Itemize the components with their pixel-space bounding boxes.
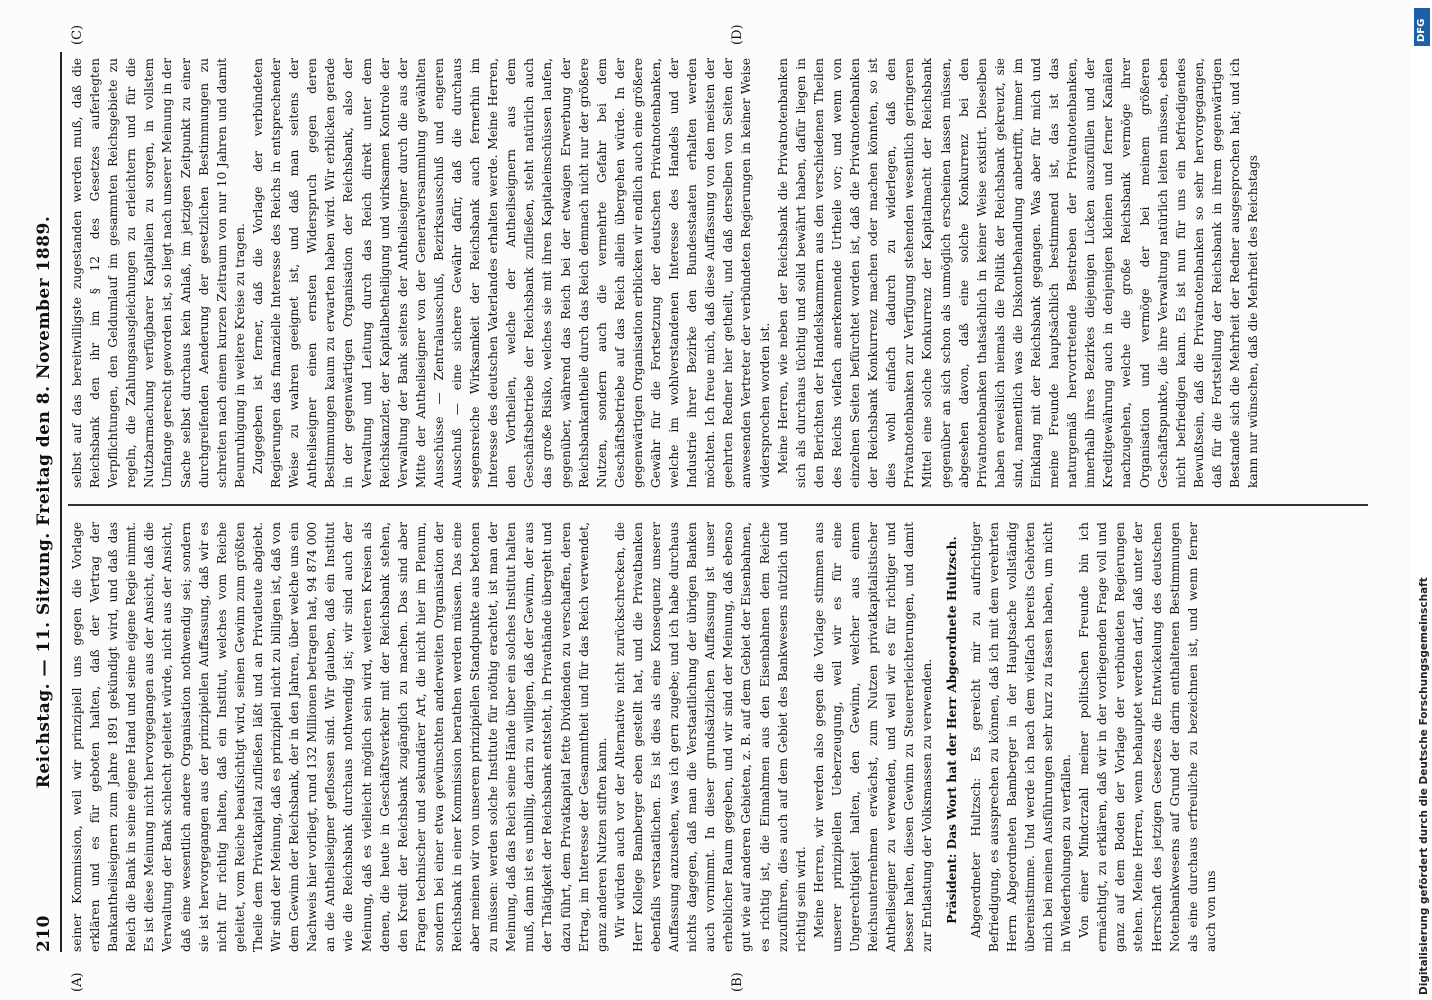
- header-rule: [60, 52, 62, 952]
- left-paragraph-3: Meine Herren, wir werden also gegen die Vorlage stimmen aus unserer prinzipiellen Ueberzeugung, weil wir es für eine Ungerechtigkeit halten, den Gewinn, welcher aus einem Reichsunternehmen erwächst, zum Nutzen privatkapitalistischer Antheilseigner zu verwenden, und weil wir es für richtiger und besser halten, diesen Gewinn zu Steuererleichterungen, und damit zur Entlastung der Volksmassen zu verwenden.: [811, 522, 935, 952]
- margin-mark-b: (B): [730, 972, 745, 992]
- page-title: Reichstag. — 11. Sitzung. Freitag den 8. November 1889.: [34, 215, 54, 789]
- speaker-paragraph-2: Von einer Mindcrzahl meiner politischen Freunde bin ich ermächtigt, zu erklären, daß wir in der vorliegenden Frage voll und ganz auf dem Boden der Vorlage der verbündeten Regierungen stehen. Meine Herren, wenn behauptet werden darf, daß unter der Herrschaft des jetzigen Gesetzes die Entwickelung des deutschen Notenbankwesens auf Grund der darin enthaltenen Bestimmungen als eine durchaus erfreuliche zu bezeichnen ist, und wenn ferner auch von uns: [1077, 522, 1218, 952]
- right-column: [68, 58, 1262, 488]
- president-line: Präsident: Das Wort hat der Herr Abgeordnete Hultzsch.: [944, 536, 959, 924]
- dfg-logo-text: DFG: [1416, 18, 1427, 42]
- dfg-credit: Digitalisierung gefördert durch die Deutsche Forschungsgemeinschaft: [1418, 577, 1430, 995]
- right-paragraph-3: Meine Herren, wie neben der Reichsbank die Privatnotenbanken sich als durchaus tüchtig und solid bewährt haben, dafür liegen in den Berichten der Handelskammern aus den verschiedenen Theilen des Reichs vielfach anerkennende Urtheile vor; und wenn von einzelnen Seiten befürchtet worden ist, daß die Privatnotenbanken der Reichsbank Konkurrenz machen oder machen könnten, so ist dies wohl einfach dadurch zu widerlegen, daß den Privatnotenbanken zur Verfügung stehenden wesentlich geringeren Mittel eine solche Konkurrenz der Kapitalmacht der Reichsbank gegenüber an sich schon als unmöglich erscheinen lassen müssen, abgesehen davon, daß eine solche Konkurrenz bei den Privatnotenbanken thatsächlich in keiner Weise existirt. Dieselben haben erweislich niemals die Politik der Reichsbank gekreuzt, sie sind, namentlich was die Diskontbehandlung anbetrifft, immer im Einklang mit der Reichsbank gegangen. Was aber für mich und meine Freunde hauptsächlich bestimmend ist, das ist das naturgemäß hervortretende Bestreben der Privatnotenbanken, innerhalb ihres Bezirkes diejenigen Lücken auszufüllen und der Kreditgewährung auch in denjenigen kleinen und ferner Kanälen nachzugehen, welche die große Reichsbank vermöge ihrer Organisation und vermöge der bei meinem größeren Geschäftspunkte, die ihre Verwaltung natürlich leiten müssen, eben nicht befriedigen kann. Es ist nun für uns ein befriedigendes Bewußtsein, daß die Privatnotenbanken so sehr hervorgegangen, daß für die Fortstellung der Reichsbank in ihrem gegenwärtigen Bestande sich die Mehrheit der Redner ausgesprochen hat; und ich kann nur wünschen, daß die Mehrheit des Reichstags: [775, 58, 1261, 488]
- speaker-paragraph-1: Abgeordneter Hultzsch: Es gereicht mir zu aufrichtiger Befriedigung, es aussprechen zu können, daß ich mit dem verehrten Herrn Abgeordneten Bamberger in der Hauptsache vollständig übereinstimme. Und werde ich nach dem vielfach bereits Gehörten mich bei meinen Ausführungen sehr kurz zu fassen haben, um nicht in Wiederholungen zu verfallen.: [968, 522, 1074, 952]
- column-divider: [68, 505, 1368, 507]
- page-number: 210: [34, 915, 54, 952]
- left-paragraph-2: Wir würden auch vor der Alternative nicht zurückschrecken, die Herr Kollege Bamberger eben gestellt hat, und die Privatbanken ebenfalls verstaatlichen. Es ist dies als eine Konsequenz unserer Auffassung anzusehen, was ich gern zugebe; und ich habe durchaus nichts dagegen, daß man die Verstaatlichung der übrigen Banken auch vornimmt. In dieser grundsätzlichen Auffassung ist unser erheblicher Raum gegeben, und wir sind der Meinung, daß ebenso gut wie auf anderen Gebieten, z. B. auf dem Gebiet der Eisenbahnen, es richtig ist, die Einnahmen aus den Eisenbahnen dem Reiche zuzuführen, dies auch auf dem Gebiet des Bankwesens nützlich und richtig sein wird.: [612, 522, 808, 952]
- dfg-logo: [1414, 8, 1430, 46]
- margin-mark-a: (A): [70, 972, 85, 992]
- margin-mark-d: (D): [730, 24, 745, 45]
- margin-mark-c: (C): [70, 24, 85, 45]
- left-column: [68, 522, 1220, 952]
- right-paragraph-1: selbst auf das bereitwilligste zugestanden werden muß, daß die Reichsbank den ihr im § 12 des Gesetzes auferlegten Verpflichtungen, den Geldumlauf im gesammten Reichsgebiete zu regeln, die Zahlungsausgleichungen zu erleichtern und für die Nutzbarmachung verfügbarer Kapitalien zu sorgen, in vollstem Umfange gerecht geworden ist, so liegt nach unserer Meinung in der Sache selbst durchaus kein Anlaß, im jetzigen Zeitpunkt zu einer durchgreifenden Aenderung der gesetzlichen Bestimmungen zu schreiten nach einem kurzen Zeitraum von nur 10 Jahren und damit Beunruhigung in weitere Kreise zu tragen.: [70, 58, 247, 488]
- page-header: [34, 52, 56, 952]
- right-paragraph-2: Zugegeben ist ferner, daß die Vorlage der verbündeten Regierungen das finanzielle Interesse des Reichs in entsprechender Weise zu wahren geeignet ist, und daß man seitens der Antheilseigner einen ernsten Widerspruch gegen deren Bestimmungen kaum zu erwarten haben wird. Wir erblicken gerade in der gegenwärtigen Organisation der Reichsbank, also der Verwaltung und Leitung durch das Reich direkt unter dem Reichskanzler, der Kapitalbetheiligung und wirksamen Kontrole der Verwaltung der Bank seitens der Antheilseigner durch die aus der Mitte der Antheilseigner von der Generalversammlung gewählten Ausschüsse — Zentralausschuß, Bezirksausschuß und engeren Ausschuß — eine sichere Gewähr dafür, daß die durchaus segensreiche Wirksamkeit der Reichsbank auch fernerhin im Interesse des deutschen Vaterlandes erhalten werde. Meine Herren, den Vortheilen, welche der Antheilseignern aus dem Geschäftsbetriebe der Reichsbank zufließen, steht natürlich auch das große Risiko, welches sie mit ihren Kapitaleinschüssen laufen, gegenüber, während das Reich bei der etwaigen Erwerbung der Reichsbankantheile durch das Reich demnach nicht nur der größere Nutzen, sondern auch die vermehrte Gefahr bei dem Geschäftsbetriebe auf das Reich allein übergehen würde. In der gegenwärtigen Organisation erblicken wir endlich auch eine größere Gewähr für die Fortsetzung der deutschen Privatnotenbanken, welche im wohlverstandenen Interesse des Handels und der Industrie ihrer Bezirke den Bundesstaaten erhalten werden möchten. Ich freue mich, daß diese Auffassung von den meisten der geehrten Redner hier getheilt, und daß derselben von Seiten der anwesenden Vertreter der verbündeten Regierungen in keiner Weise widersprochen worden ist.: [250, 58, 772, 488]
- left-paragraph-1: seiner Kommission, weil wir prinzipiell uns gegen die Vorlage erklären und es für geboten halten, daß der Vertrag der Bankantheilseignern zum Jahre 1891 gekündigt wird, und daß das Reich die Bank in seine eigene Hand und seine eigene Regie nimmt. Es ist diese Meinung nicht hervorgegangen aus der Ansicht, daß die Verwaltung der Bank schlecht geleitet würde, nicht aus der Ansicht, daß eine wesentlich andere Organisation nothwendig sei; sondern sie ist hervorgegangen aus der prinzipiellen Auffassung, daß wir es nicht für richtig halten, daß ein Institut, welches vom Reiche geleitet, vom Reiche beaufsichtigt wird, seinen Gewinn zum größten Theile dem Privatkapital zufließen läßt und an Privatleute abgiebt. Wir sind der Meinung, daß es prinzipiell nicht zu billigen ist, daß von dem Gewinn der Reichsbank, der in den Jahren, über welche uns ein Nachweis hier vorliegt, rund 132 Millionen betragen hat, 94 874 000 an die Antheilseigner geflossen sind. Wir glauben, daß ein Institut wie die Reichsbank durchaus nothwendig ist; wir sind auch der Meinung, daß es vielleicht möglich sein wird, weiteren Kreisen als denen, die heute in Geschäftsverkehr mit der Reichsbank stehen, den Kredit der Reichsbank zugänglich zu machen. Das sind aber Fragen technischer und sekundärer Art, die nicht hier im Plenum, sondern bei einer etwa gewünschten anderweiten Organisation der Reichsbank in einer Kommission berathen werden müssen. Das eine aber meinen wir von unserem prinzipiellen Standpunkte aus betonen zu müssen: werden solche Institute für nöthig erachtet, ist man der Meinung, daß das Reich seine Hände über ein solches Institut halten muß, dann ist es unbillig, darin zu willigen, daß der Gewinn, der aus der Thätigkeit der Reichsbank entsteht, in Privathände übergeht und dazu führt, dem Privatkapital fette Dividenden zu verschaffen, deren Ertrag, im Interesse der Gesammtheit und für das Reich verwendet, ganz anderen Nutzen stiften kann.: [70, 522, 609, 952]
